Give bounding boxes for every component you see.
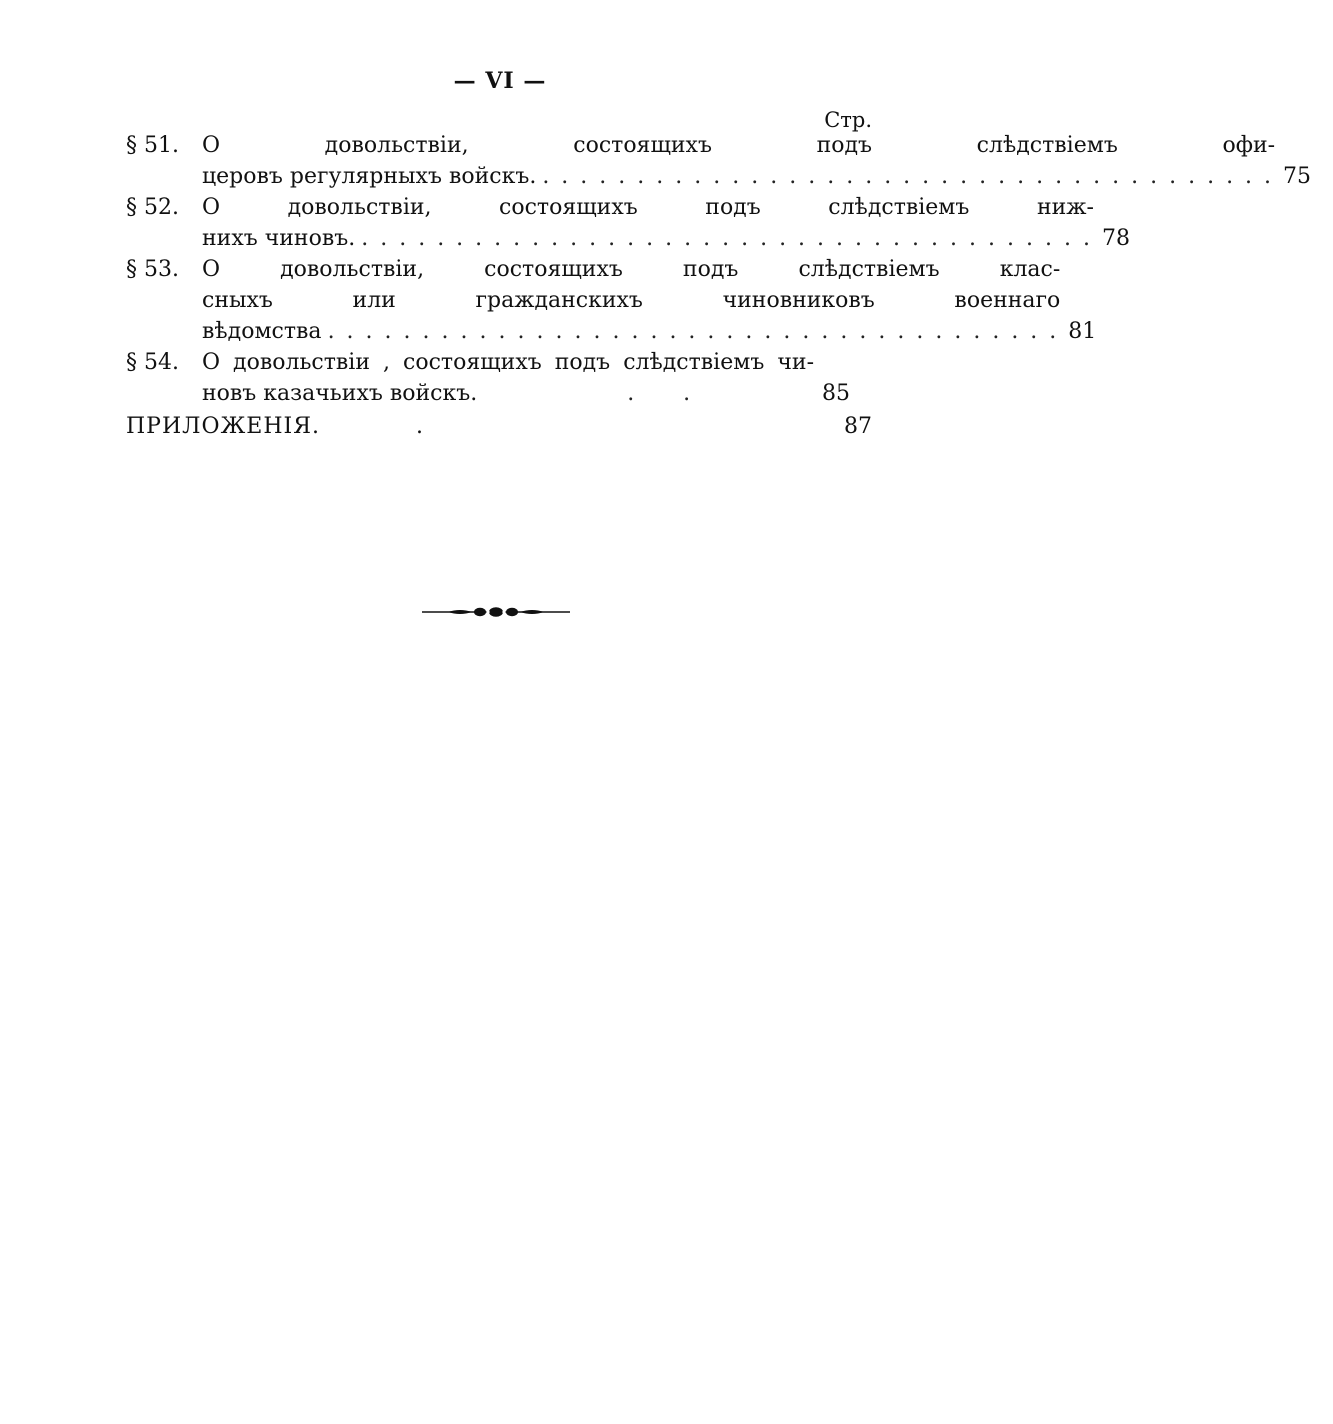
entry-title-line: вѣдомства [202, 319, 322, 344]
toc-entry-appendix [126, 411, 872, 442]
entry-title-line: О довольствіи, состоящихъ подъ слѣдствіемъ клас- [202, 257, 1061, 282]
section-number: § 53. [126, 257, 179, 282]
dot-leader: ....................................... [542, 164, 1284, 189]
dot-leader: . [415, 414, 423, 439]
dot-leader: . . [627, 381, 691, 406]
table-of-contents [126, 130, 1312, 442]
page-number: 75 [1283, 164, 1312, 189]
entry-title-line: церовъ регулярныхъ войскъ. [202, 164, 537, 189]
toc-entry-54 [126, 347, 872, 409]
page-column-label: Стр. [824, 108, 872, 132]
toc-entry-53 [126, 254, 1097, 347]
entry-title-line: нихъ чиновъ. [202, 226, 356, 251]
dot-leader: ....................................... [361, 226, 1102, 251]
entry-title-line: О довольствіи, состоящихъ подъ слѣдствіемъ ниж- [202, 195, 1094, 220]
page-number: 85 [822, 381, 850, 406]
dot-leader: ....................................... [327, 319, 1069, 344]
section-number: § 51. [126, 133, 179, 158]
ornament-divider [420, 602, 572, 622]
section-number: § 52. [126, 195, 179, 220]
toc-entry-52 [126, 192, 1130, 254]
page-folio: — VI — [453, 68, 547, 94]
toc-entry-51 [126, 130, 1312, 192]
entry-title-line: новъ казачьихъ войскъ. [202, 381, 478, 406]
appendix-label: ПРИЛОЖЕНІЯ. [126, 414, 320, 439]
entry-title-line: О довольствіи , состоящихъ подъ слѣдствіемъ чи- [202, 350, 814, 375]
page-number: 87 [844, 414, 872, 439]
entry-title-line: сныхъ или гражданскихъ чиновниковъ военнаго [202, 288, 1061, 313]
page-number: 78 [1101, 226, 1130, 251]
section-number: § 54. [126, 350, 179, 375]
page-number: 81 [1068, 319, 1097, 344]
entry-title-line: О довольствіи, состоящихъ подъ слѣдствіемъ офи- [202, 133, 1276, 158]
